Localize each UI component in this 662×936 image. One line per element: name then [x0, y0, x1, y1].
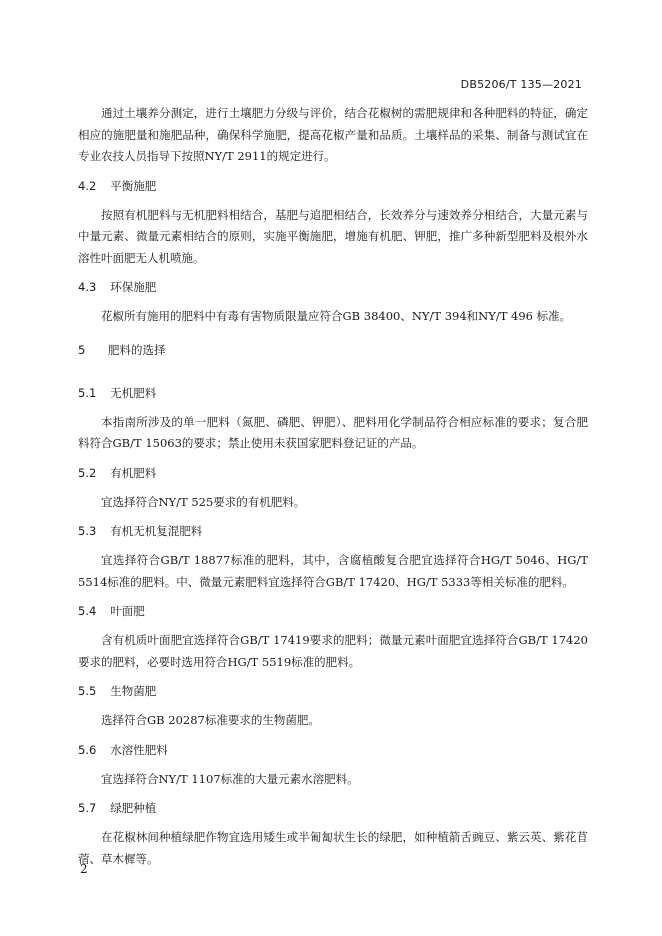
section-number: 5.6 [78, 742, 97, 757]
document-code: DB5206/T 135—2021 [460, 78, 582, 91]
section-5-5-text: 选择符合GB 20287标准要求的生物菌肥。 [101, 713, 320, 727]
section-5-1-text: 本指南所涉及的单一肥料（氮肥、磷肥、钾肥）、肥料用化学制品符合相应标准的要求；复合肥料符合GB/T 15063的要求；禁止使用未获国家肥料登记证的产品。 [78, 414, 588, 450]
section-5-2-heading [78, 463, 588, 484]
section-title: 肥料的选择 [108, 342, 166, 357]
section-5-3-heading [78, 521, 588, 542]
section-4-3-text: 花椒所有施用的肥料中有毒有害物质限量应符合GB 38400、NY/T 394和NY/T 496 标准。 [101, 309, 572, 323]
section-4-2-heading [78, 176, 588, 197]
section-title: 平衡施肥 [110, 178, 157, 193]
section-title: 有机无机复混肥料 [110, 524, 203, 538]
section-5-4-heading [78, 601, 588, 622]
document-body [78, 103, 588, 870]
section-5-heading [78, 340, 588, 361]
section-5-7-text: 在花椒林间种植绿肥作物宜选用矮生或半匍匐状生长的绿肥，如种植箭舌豌豆、紫云英、紫花苜蓿、草木樨等。 [78, 830, 588, 866]
section-5-2-text: 宜选择符合NY/T 525要求的有机肥料。 [101, 494, 306, 509]
section-5-4-text: 含有机质叶面肥宜选择符合GB/T 17419要求的肥料；微量元素叶面肥宜选择符合GB/T 17420要求的肥料，必要时选用符合HG/T 5519标准的肥料。 [78, 633, 588, 669]
section-title: 生物菌肥 [110, 684, 157, 698]
section-number: 4.3 [78, 280, 97, 294]
page-number: 2 [80, 862, 88, 876]
section-4-3-heading [78, 277, 588, 298]
section-number: 4.2 [78, 178, 97, 193]
section-number: 5.5 [78, 684, 97, 698]
section-title: 有机肥料 [110, 465, 157, 480]
section-number: 5.4 [78, 604, 97, 618]
section-5-6-text: 宜选择符合NY/T 1107标准的大量元素水溶肥料。 [101, 771, 359, 786]
section-number: 5.3 [78, 524, 97, 538]
section-number: 5.7 [78, 801, 97, 815]
section-4-2-text: 按照有机肥料与无机肥料相结合，基肥与追肥相结合，长效养分与速效养分相结合，大量元素与中量元素、微量元素相结合的原则，实施平衡施肥，增施有机肥、钾肥，推广多种新型肥料及根外水溶性叶面肥无人机喷施。 [78, 207, 588, 265]
section-title: 水溶性肥料 [110, 742, 168, 757]
section-title: 无机肥料 [110, 385, 157, 400]
section-number: 5.2 [78, 465, 97, 480]
section-number: 5 [78, 342, 86, 357]
section-5-5-heading [78, 681, 588, 702]
section-title: 叶面肥 [110, 604, 145, 618]
section-5-7-heading [78, 798, 588, 819]
section-5-6-heading [78, 740, 588, 761]
section-5-1-heading [78, 383, 588, 404]
section-number: 5.1 [78, 385, 97, 400]
section-5-3-text: 宜选择符合GB/T 18877标准的肥料，其中，含腐植酸复合肥宜选择符合HG/T 5046、HG/T 5514标准的肥料。中、微量元素肥料宜选择符合GB/T 17420、HG/T 5333等相关标准的肥料。 [78, 553, 588, 589]
section-title: 环保施肥 [110, 280, 157, 294]
section-title: 绿肥种植 [110, 801, 157, 815]
intro-paragraph: 通过土壤养分测定，进行土壤肥力分级与评价，结合花椒树的需肥规律和各种肥料的特征，确定相应的施肥量和施肥品种，确保科学施肥，提高花椒产量和品质。土壤样品的采集、制备与测试宜在专业农技人员指导下按照NY/T 2911的规定进行。 [78, 106, 588, 163]
